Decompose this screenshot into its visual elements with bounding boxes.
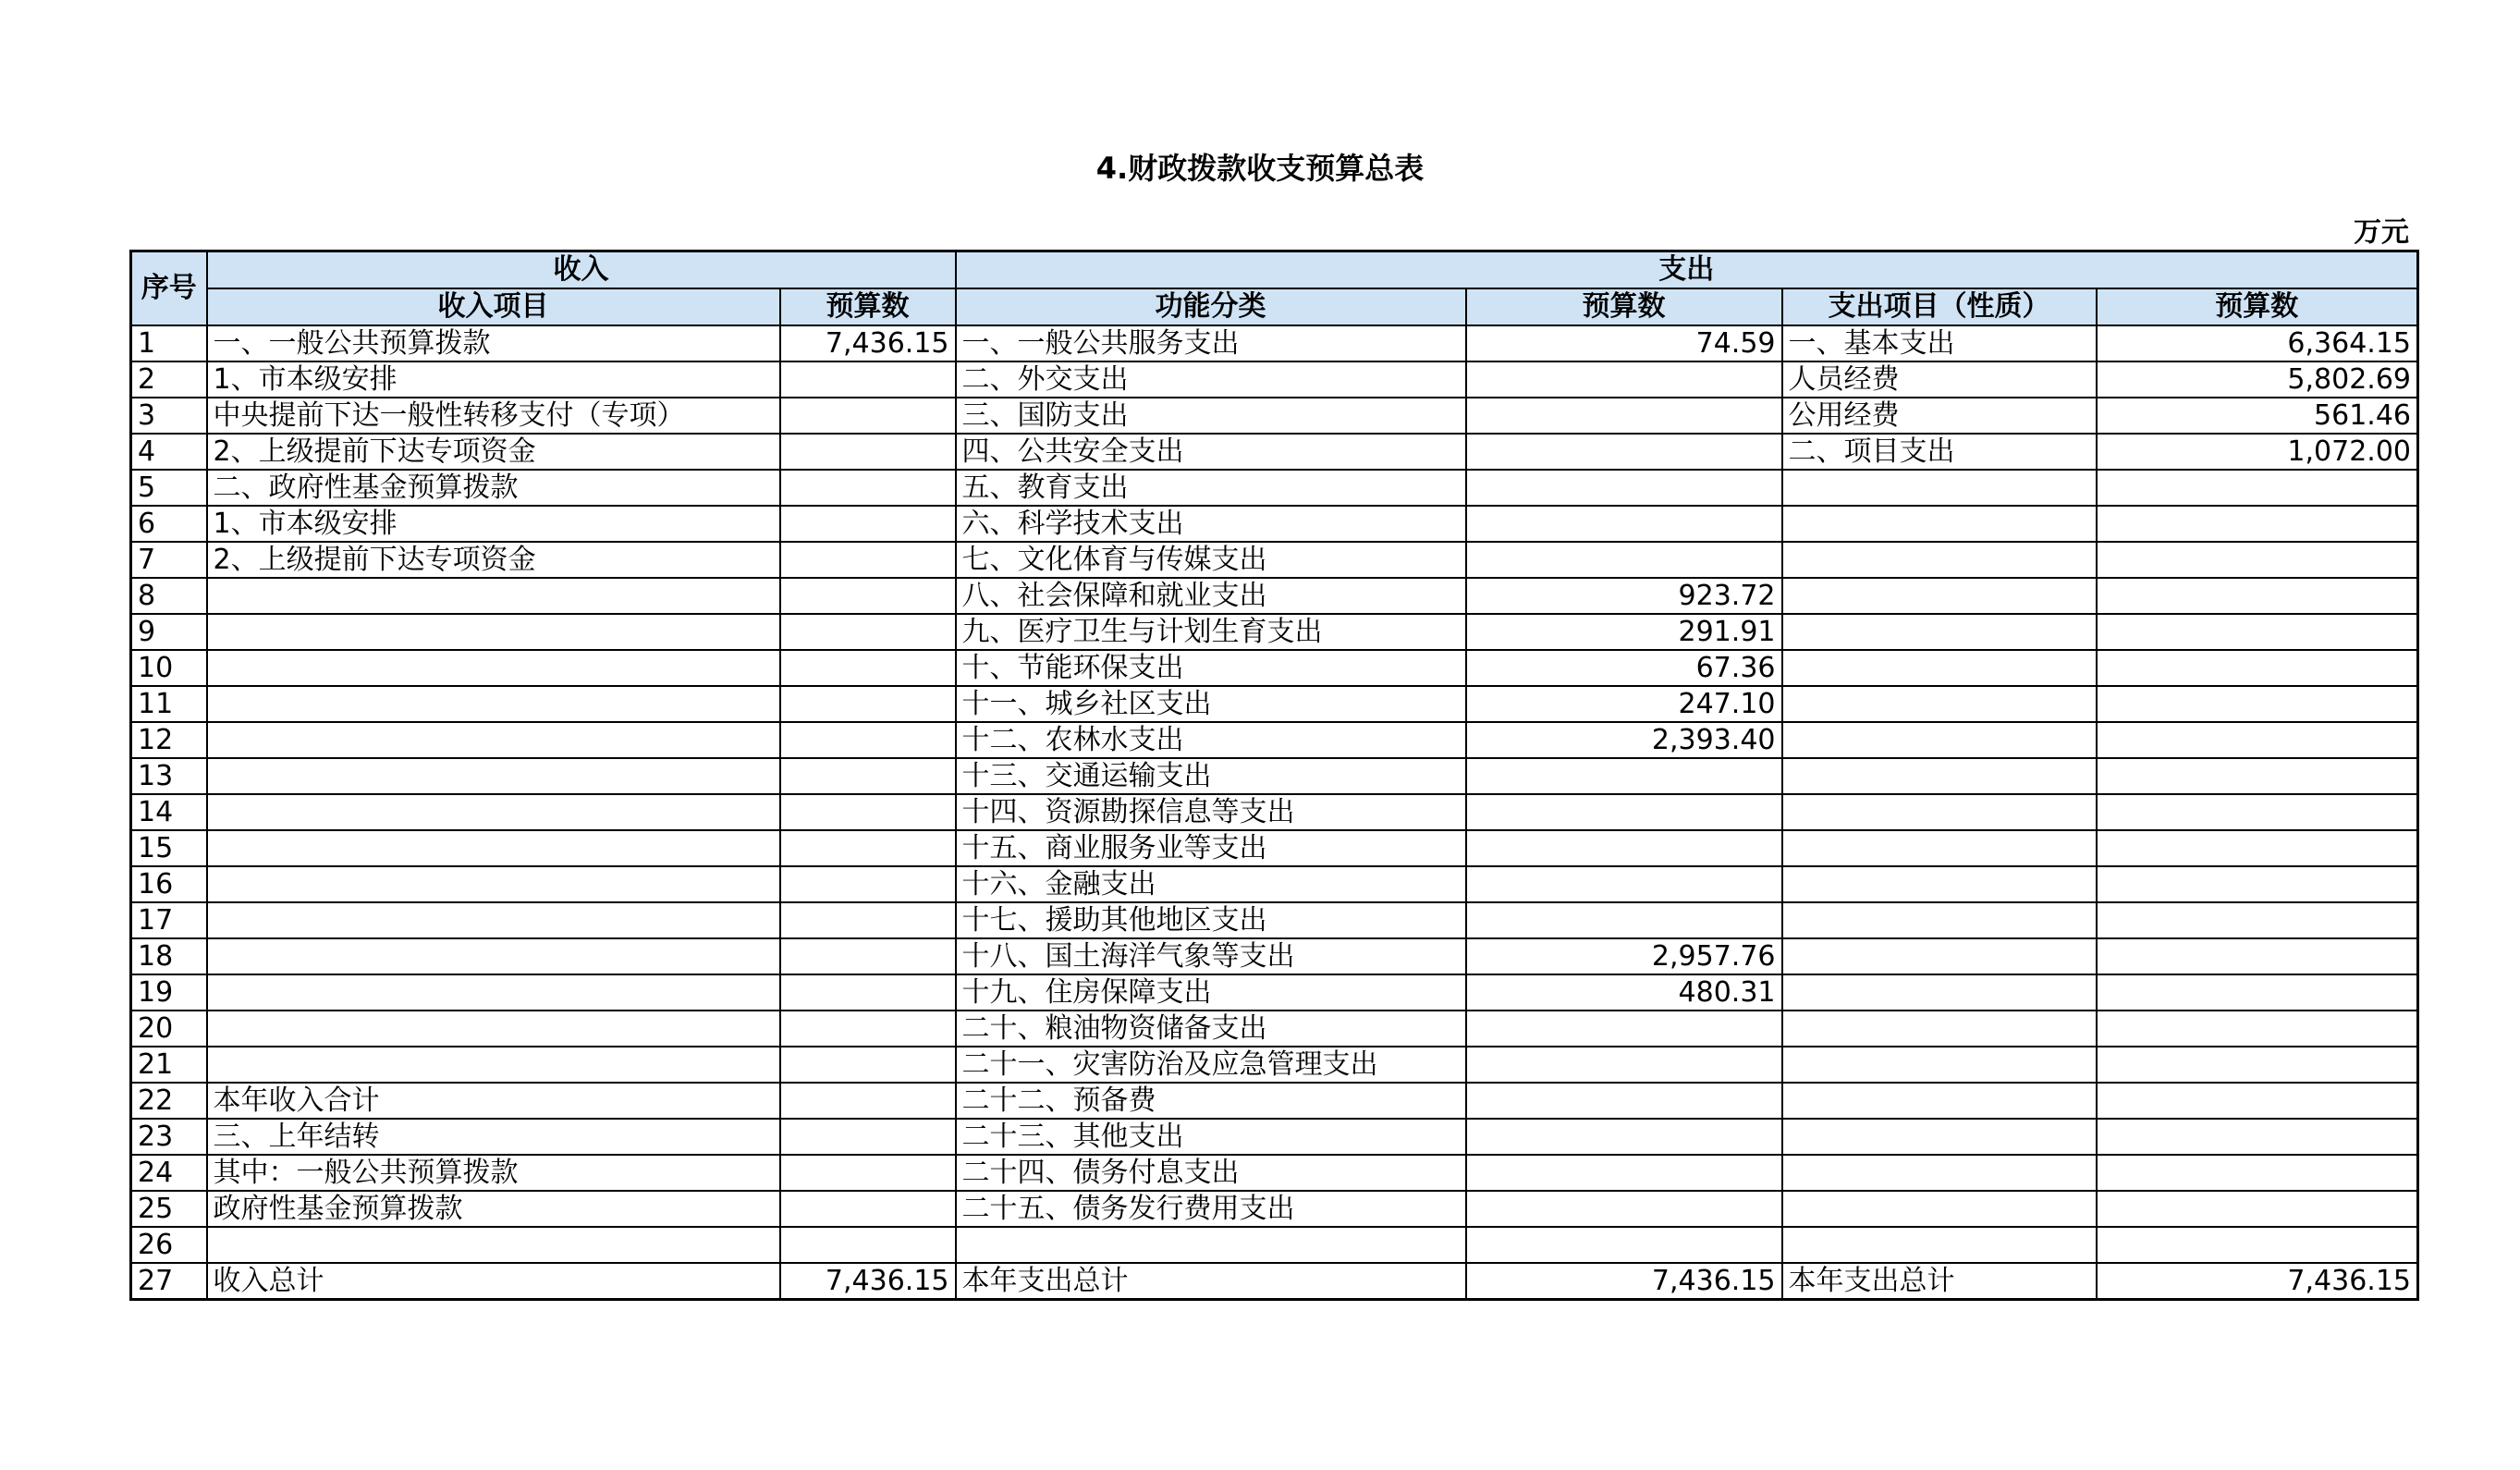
row-seq: 26 [131,1227,207,1263]
nature-budget-cell [2097,578,2418,614]
func-budget-cell [1466,1191,1782,1227]
income-item-cell: 二、政府性基金预算拨款 [207,470,780,506]
income-budget-cell: 7,436.15 [780,325,956,361]
income-budget-cell [780,1011,956,1047]
income-item-cell: 中央提前下达一般性转移支付（专项） [207,398,780,434]
row-seq: 21 [131,1047,207,1083]
row-seq: 17 [131,902,207,938]
header-nature-item: 支出项目（性质） [1782,288,2097,325]
income-item-cell [207,1227,780,1263]
row-seq: 11 [131,686,207,722]
income-item-cell [207,902,780,938]
func-item-cell: 二十四、债务付息支出 [956,1155,1466,1191]
row-seq: 8 [131,578,207,614]
income-item-cell [207,830,780,866]
income-budget-cell [780,866,956,902]
nature-budget-cell [2097,1191,2418,1227]
income-item-cell: 1、市本级安排 [207,506,780,542]
func-budget-cell: 2,957.76 [1466,938,1782,974]
func-item-cell: 十五、商业服务业等支出 [956,830,1466,866]
nature-item-cell [1782,722,2097,758]
income-item-cell [207,1011,780,1047]
nature-budget-cell [2097,470,2418,506]
func-budget-cell [1466,470,1782,506]
income-item-cell [207,722,780,758]
nature-budget-cell [2097,830,2418,866]
income-item-cell: 一、一般公共预算拨款 [207,325,780,361]
func-item-cell: 十六、金融支出 [956,866,1466,902]
income-budget-cell [780,722,956,758]
func-item-cell: 二十二、预备费 [956,1083,1466,1119]
nature-item-cell: 一、基本支出 [1782,325,2097,361]
nature-budget-cell: 1,072.00 [2097,434,2418,470]
table-row [131,1083,2418,1119]
func-budget-cell [1466,794,1782,830]
income-budget-cell [780,1119,956,1155]
nature-budget-cell [2097,866,2418,902]
income-budget-cell: 7,436.15 [780,1263,956,1300]
table-row [131,974,2418,1011]
income-budget-cell [780,1047,956,1083]
income-budget-cell [780,830,956,866]
income-item-cell: 2、上级提前下达专项资金 [207,434,780,470]
row-seq: 9 [131,614,207,650]
nature-item-cell [1782,1083,2097,1119]
table-row [131,758,2418,794]
nature-budget-cell [2097,1155,2418,1191]
nature-budget-cell [2097,758,2418,794]
func-item-cell: 十一、城乡社区支出 [956,686,1466,722]
func-budget-cell [1466,1155,1782,1191]
nature-budget-cell [2097,902,2418,938]
row-seq: 1 [131,325,207,361]
header-func-class: 功能分类 [956,288,1466,325]
table-row [131,1227,2418,1263]
income-budget-cell [780,470,956,506]
header-func-budget: 预算数 [1466,288,1782,325]
nature-item-cell [1782,470,2097,506]
row-seq: 12 [131,722,207,758]
table-row [131,1011,2418,1047]
table-body [131,325,2418,1300]
income-item-cell [207,866,780,902]
nature-budget-cell [2097,1047,2418,1083]
table-row [131,614,2418,650]
func-item-cell: 六、科学技术支出 [956,506,1466,542]
nature-item-cell [1782,578,2097,614]
row-seq: 18 [131,938,207,974]
nature-item-cell [1782,1011,2097,1047]
nature-item-cell: 二、项目支出 [1782,434,2097,470]
func-item-cell: 二、外交支出 [956,361,1466,398]
nature-item-cell [1782,1047,2097,1083]
nature-item-cell [1782,1227,2097,1263]
row-seq: 10 [131,650,207,686]
table-row [131,866,2418,902]
nature-item-cell [1782,830,2097,866]
table-row [131,1191,2418,1227]
table-row [131,1119,2418,1155]
func-item-cell: 十二、农林水支出 [956,722,1466,758]
table-row [131,398,2418,434]
nature-budget-cell [2097,686,2418,722]
func-item-cell: 九、医疗卫生与计划生育支出 [956,614,1466,650]
nature-item-cell [1782,938,2097,974]
table-row [131,361,2418,398]
income-budget-cell [780,938,956,974]
func-item-cell: 十四、资源勘探信息等支出 [956,794,1466,830]
nature-budget-cell [2097,614,2418,650]
row-seq: 6 [131,506,207,542]
row-seq: 22 [131,1083,207,1119]
nature-budget-cell: 6,364.15 [2097,325,2418,361]
func-budget-cell: 291.91 [1466,614,1782,650]
income-item-cell [207,758,780,794]
income-item-cell [207,686,780,722]
nature-item-cell: 公用经费 [1782,398,2097,434]
income-budget-cell [780,506,956,542]
income-budget-cell [780,686,956,722]
nature-item-cell [1782,1119,2097,1155]
income-budget-cell [780,794,956,830]
income-budget-cell [780,1191,956,1227]
func-budget-cell [1466,1119,1782,1155]
nature-budget-cell [2097,506,2418,542]
func-item-cell: 十八、国土海洋气象等支出 [956,938,1466,974]
func-budget-cell: 7,436.15 [1466,1263,1782,1300]
row-seq: 4 [131,434,207,470]
nature-item-cell: 本年支出总计 [1782,1263,2097,1300]
header-nature-budget: 预算数 [2097,288,2418,325]
func-item-cell: 八、社会保障和就业支出 [956,578,1466,614]
income-item-cell [207,614,780,650]
nature-item-cell [1782,794,2097,830]
row-seq: 14 [131,794,207,830]
table-row [131,794,2418,830]
func-item-cell: 二十、粮油物资储备支出 [956,1011,1466,1047]
table-header [131,251,2418,325]
page-title: 4.财政拨款收支预算总表 [1095,151,1425,186]
income-budget-cell [780,1227,956,1263]
nature-budget-cell [2097,1119,2418,1155]
row-seq: 25 [131,1191,207,1227]
table-row [131,1155,2418,1191]
func-item-cell: 十三、交通运输支出 [956,758,1466,794]
nature-item-cell [1782,1191,2097,1227]
row-seq: 24 [131,1155,207,1191]
table-row [131,1263,2418,1300]
income-item-cell [207,938,780,974]
func-budget-cell: 480.31 [1466,974,1782,1011]
table-row [131,542,2418,578]
header-income-group: 收入 [207,251,956,288]
func-budget-cell [1466,506,1782,542]
row-seq: 23 [131,1119,207,1155]
row-seq: 20 [131,1011,207,1047]
table-row [131,830,2418,866]
func-item-cell: 二十三、其他支出 [956,1119,1466,1155]
func-budget-cell [1466,398,1782,434]
table-row [131,938,2418,974]
row-seq: 15 [131,830,207,866]
income-budget-cell [780,542,956,578]
row-seq: 13 [131,758,207,794]
nature-budget-cell: 561.46 [2097,398,2418,434]
row-seq: 16 [131,866,207,902]
func-budget-cell [1466,1227,1782,1263]
func-item-cell: 七、文化体育与传媒支出 [956,542,1466,578]
nature-item-cell: 人员经费 [1782,361,2097,398]
table-row [131,325,2418,361]
func-budget-cell [1466,542,1782,578]
income-item-cell [207,794,780,830]
row-seq: 3 [131,398,207,434]
income-item-cell [207,650,780,686]
header-seq: 序号 [131,251,207,325]
income-budget-cell [780,361,956,398]
func-budget-cell [1466,758,1782,794]
nature-budget-cell [2097,542,2418,578]
func-budget-cell: 2,393.40 [1466,722,1782,758]
func-item-cell: 三、国防支出 [956,398,1466,434]
nature-budget-cell: 7,436.15 [2097,1263,2418,1300]
nature-item-cell [1782,902,2097,938]
income-budget-cell [780,578,956,614]
nature-item-cell [1782,614,2097,650]
table-row [131,902,2418,938]
table-row [131,578,2418,614]
nature-budget-cell [2097,650,2418,686]
table-row [131,650,2418,686]
income-item-cell: 本年收入合计 [207,1083,780,1119]
func-budget-cell [1466,1047,1782,1083]
header-income-budget: 预算数 [780,288,956,325]
nature-item-cell [1782,506,2097,542]
row-seq: 7 [131,542,207,578]
func-item-cell: 二十一、灾害防治及应急管理支出 [956,1047,1466,1083]
nature-item-cell [1782,542,2097,578]
income-item-cell: 2、上级提前下达专项资金 [207,542,780,578]
row-seq: 2 [131,361,207,398]
func-item-cell [956,1227,1466,1263]
income-item-cell: 三、上年结转 [207,1119,780,1155]
func-budget-cell [1466,1011,1782,1047]
func-budget-cell [1466,434,1782,470]
income-item-cell [207,578,780,614]
nature-item-cell [1782,866,2097,902]
func-budget-cell: 247.10 [1466,686,1782,722]
income-budget-cell [780,902,956,938]
row-seq: 19 [131,974,207,1011]
nature-budget-cell [2097,938,2418,974]
func-item-cell: 四、公共安全支出 [956,434,1466,470]
unit-label: 万元 [2354,216,2409,249]
nature-budget-cell [2097,974,2418,1011]
income-budget-cell [780,434,956,470]
income-item-cell: 政府性基金预算拨款 [207,1191,780,1227]
income-budget-cell [780,1083,956,1119]
table-row [131,1047,2418,1083]
income-budget-cell [780,1155,956,1191]
income-budget-cell [780,758,956,794]
income-budget-cell [780,398,956,434]
row-seq: 5 [131,470,207,506]
income-budget-cell [780,974,956,1011]
nature-item-cell [1782,650,2097,686]
func-item-cell: 五、教育支出 [956,470,1466,506]
header-expense-group: 支出 [956,251,2418,288]
func-item-cell: 十、节能环保支出 [956,650,1466,686]
func-item-cell: 十九、住房保障支出 [956,974,1466,1011]
nature-budget-cell [2097,1227,2418,1263]
nature-item-cell [1782,1155,2097,1191]
nature-budget-cell [2097,794,2418,830]
func-item-cell: 二十五、债务发行费用支出 [956,1191,1466,1227]
nature-budget-cell [2097,1083,2418,1119]
nature-budget-cell: 5,802.69 [2097,361,2418,398]
func-budget-cell: 74.59 [1466,325,1782,361]
func-item-cell: 一、一般公共服务支出 [956,325,1466,361]
table-row [131,470,2418,506]
func-budget-cell: 923.72 [1466,578,1782,614]
nature-budget-cell [2097,1011,2418,1047]
nature-item-cell [1782,686,2097,722]
func-budget-cell [1466,866,1782,902]
income-item-cell: 收入总计 [207,1263,780,1300]
nature-budget-cell [2097,722,2418,758]
nature-item-cell [1782,758,2097,794]
table-row [131,722,2418,758]
func-item-cell: 本年支出总计 [956,1263,1466,1300]
income-item-cell [207,1047,780,1083]
income-item-cell [207,974,780,1011]
budget-table [129,250,2419,1301]
func-budget-cell: 67.36 [1466,650,1782,686]
table-row [131,506,2418,542]
func-item-cell: 十七、援助其他地区支出 [956,902,1466,938]
income-budget-cell [780,650,956,686]
func-budget-cell [1466,361,1782,398]
nature-item-cell [1782,974,2097,1011]
income-item-cell: 1、市本级安排 [207,361,780,398]
row-seq: 27 [131,1263,207,1300]
income-budget-cell [780,614,956,650]
func-budget-cell [1466,1083,1782,1119]
func-budget-cell [1466,902,1782,938]
table-row [131,434,2418,470]
table-row [131,686,2418,722]
func-budget-cell [1466,830,1782,866]
header-income-item: 收入项目 [207,288,780,325]
income-item-cell: 其中：一般公共预算拨款 [207,1155,780,1191]
